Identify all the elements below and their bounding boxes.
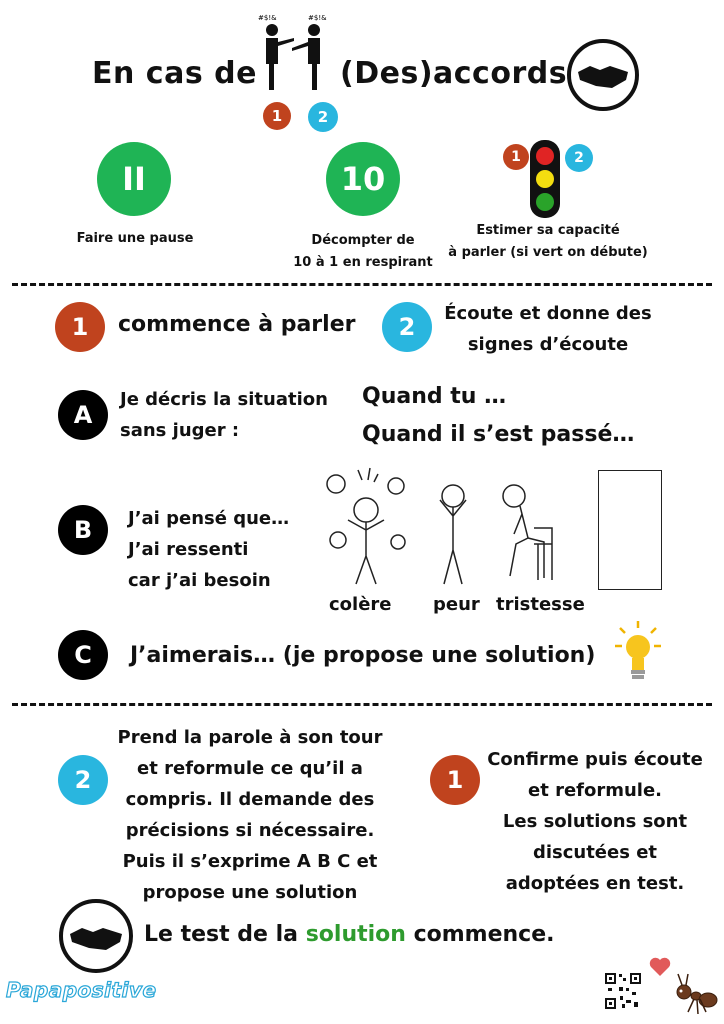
role-one-text: commence à parler: [118, 312, 356, 337]
header-badge-2: 2: [308, 102, 338, 132]
step-countdown-caption: Décompter de 10 à 1 en respirant: [293, 233, 433, 270]
pause-icon: II: [97, 142, 171, 216]
svg-text:#$!&: #$!&: [258, 14, 277, 22]
role-badge-1: 1: [55, 302, 105, 352]
final-text-before: Le test de la: [144, 922, 306, 947]
anger-figure-icon: [318, 460, 414, 588]
title-left: En cas de: [92, 56, 257, 91]
empty-emotion-box: [598, 470, 662, 590]
role-badge-2: 2: [382, 302, 432, 352]
bottom-right-text: Confirme puis écoute et reformule. Les solutions sont discutées et adoptées en test.: [487, 749, 703, 894]
heart-icon: [648, 956, 672, 978]
bottom-badge-2: 2: [58, 755, 108, 805]
divider-top: [12, 283, 712, 286]
svg-text:#$!&: #$!&: [308, 14, 327, 22]
title-right: (Des)accords: [340, 56, 568, 91]
bottom-left-text: Prend la parole à son tour et reformule ce qu’il a compris. Il demande des précisions si nécessaire. Puis il s’exprime A B C et propose une solution: [117, 727, 383, 903]
sadness-figure-icon: [494, 478, 564, 588]
final-text: [144, 922, 555, 947]
header-badge-1: 1: [263, 102, 291, 130]
fear-figure-icon: [428, 478, 478, 588]
brand-logo: Papapositive: [6, 978, 157, 1002]
final-text-after: commence.: [405, 922, 555, 947]
emotion-fear: peur: [433, 594, 480, 615]
arguing-people-icon: [254, 10, 334, 102]
traffic-light-icon: [528, 138, 562, 220]
emotion-sadness: tristesse: [496, 594, 585, 615]
final-handshake-icon: [58, 898, 134, 974]
section-a-quotes: Quand tu … Quand il s’est passé…: [362, 384, 635, 447]
role-two-text: Écoute et donne des signes d’écoute: [444, 303, 652, 355]
step-estimate-caption: Estimer sa capacité à parler (si vert on débute): [448, 223, 648, 260]
traffic-badge-2: 2: [565, 144, 593, 172]
section-a-text: Je décris la situation sans juger :: [120, 389, 328, 441]
traffic-badge-1: 1: [503, 144, 529, 170]
qr-code-icon: [604, 972, 642, 1010]
bottom-badge-1: 1: [430, 755, 480, 805]
ant-icon: [670, 968, 720, 1016]
step-pause-caption: Faire une pause: [76, 231, 194, 246]
section-b-text: J’ai pensé que… J’ai ressenti car j’ai besoin: [128, 508, 290, 591]
handshake-icon: [566, 38, 640, 112]
section-a-letter: A: [58, 390, 108, 440]
section-c-text: J’aimerais… (je propose une solution): [130, 643, 596, 668]
emotion-anger: colère: [329, 594, 392, 615]
countdown-icon: 10: [326, 142, 400, 216]
section-c-letter: C: [58, 630, 108, 680]
section-b-letter: B: [58, 505, 108, 555]
lightbulb-icon: [614, 620, 662, 682]
final-text-highlight: solution: [305, 922, 406, 947]
divider-bottom: [12, 703, 712, 706]
